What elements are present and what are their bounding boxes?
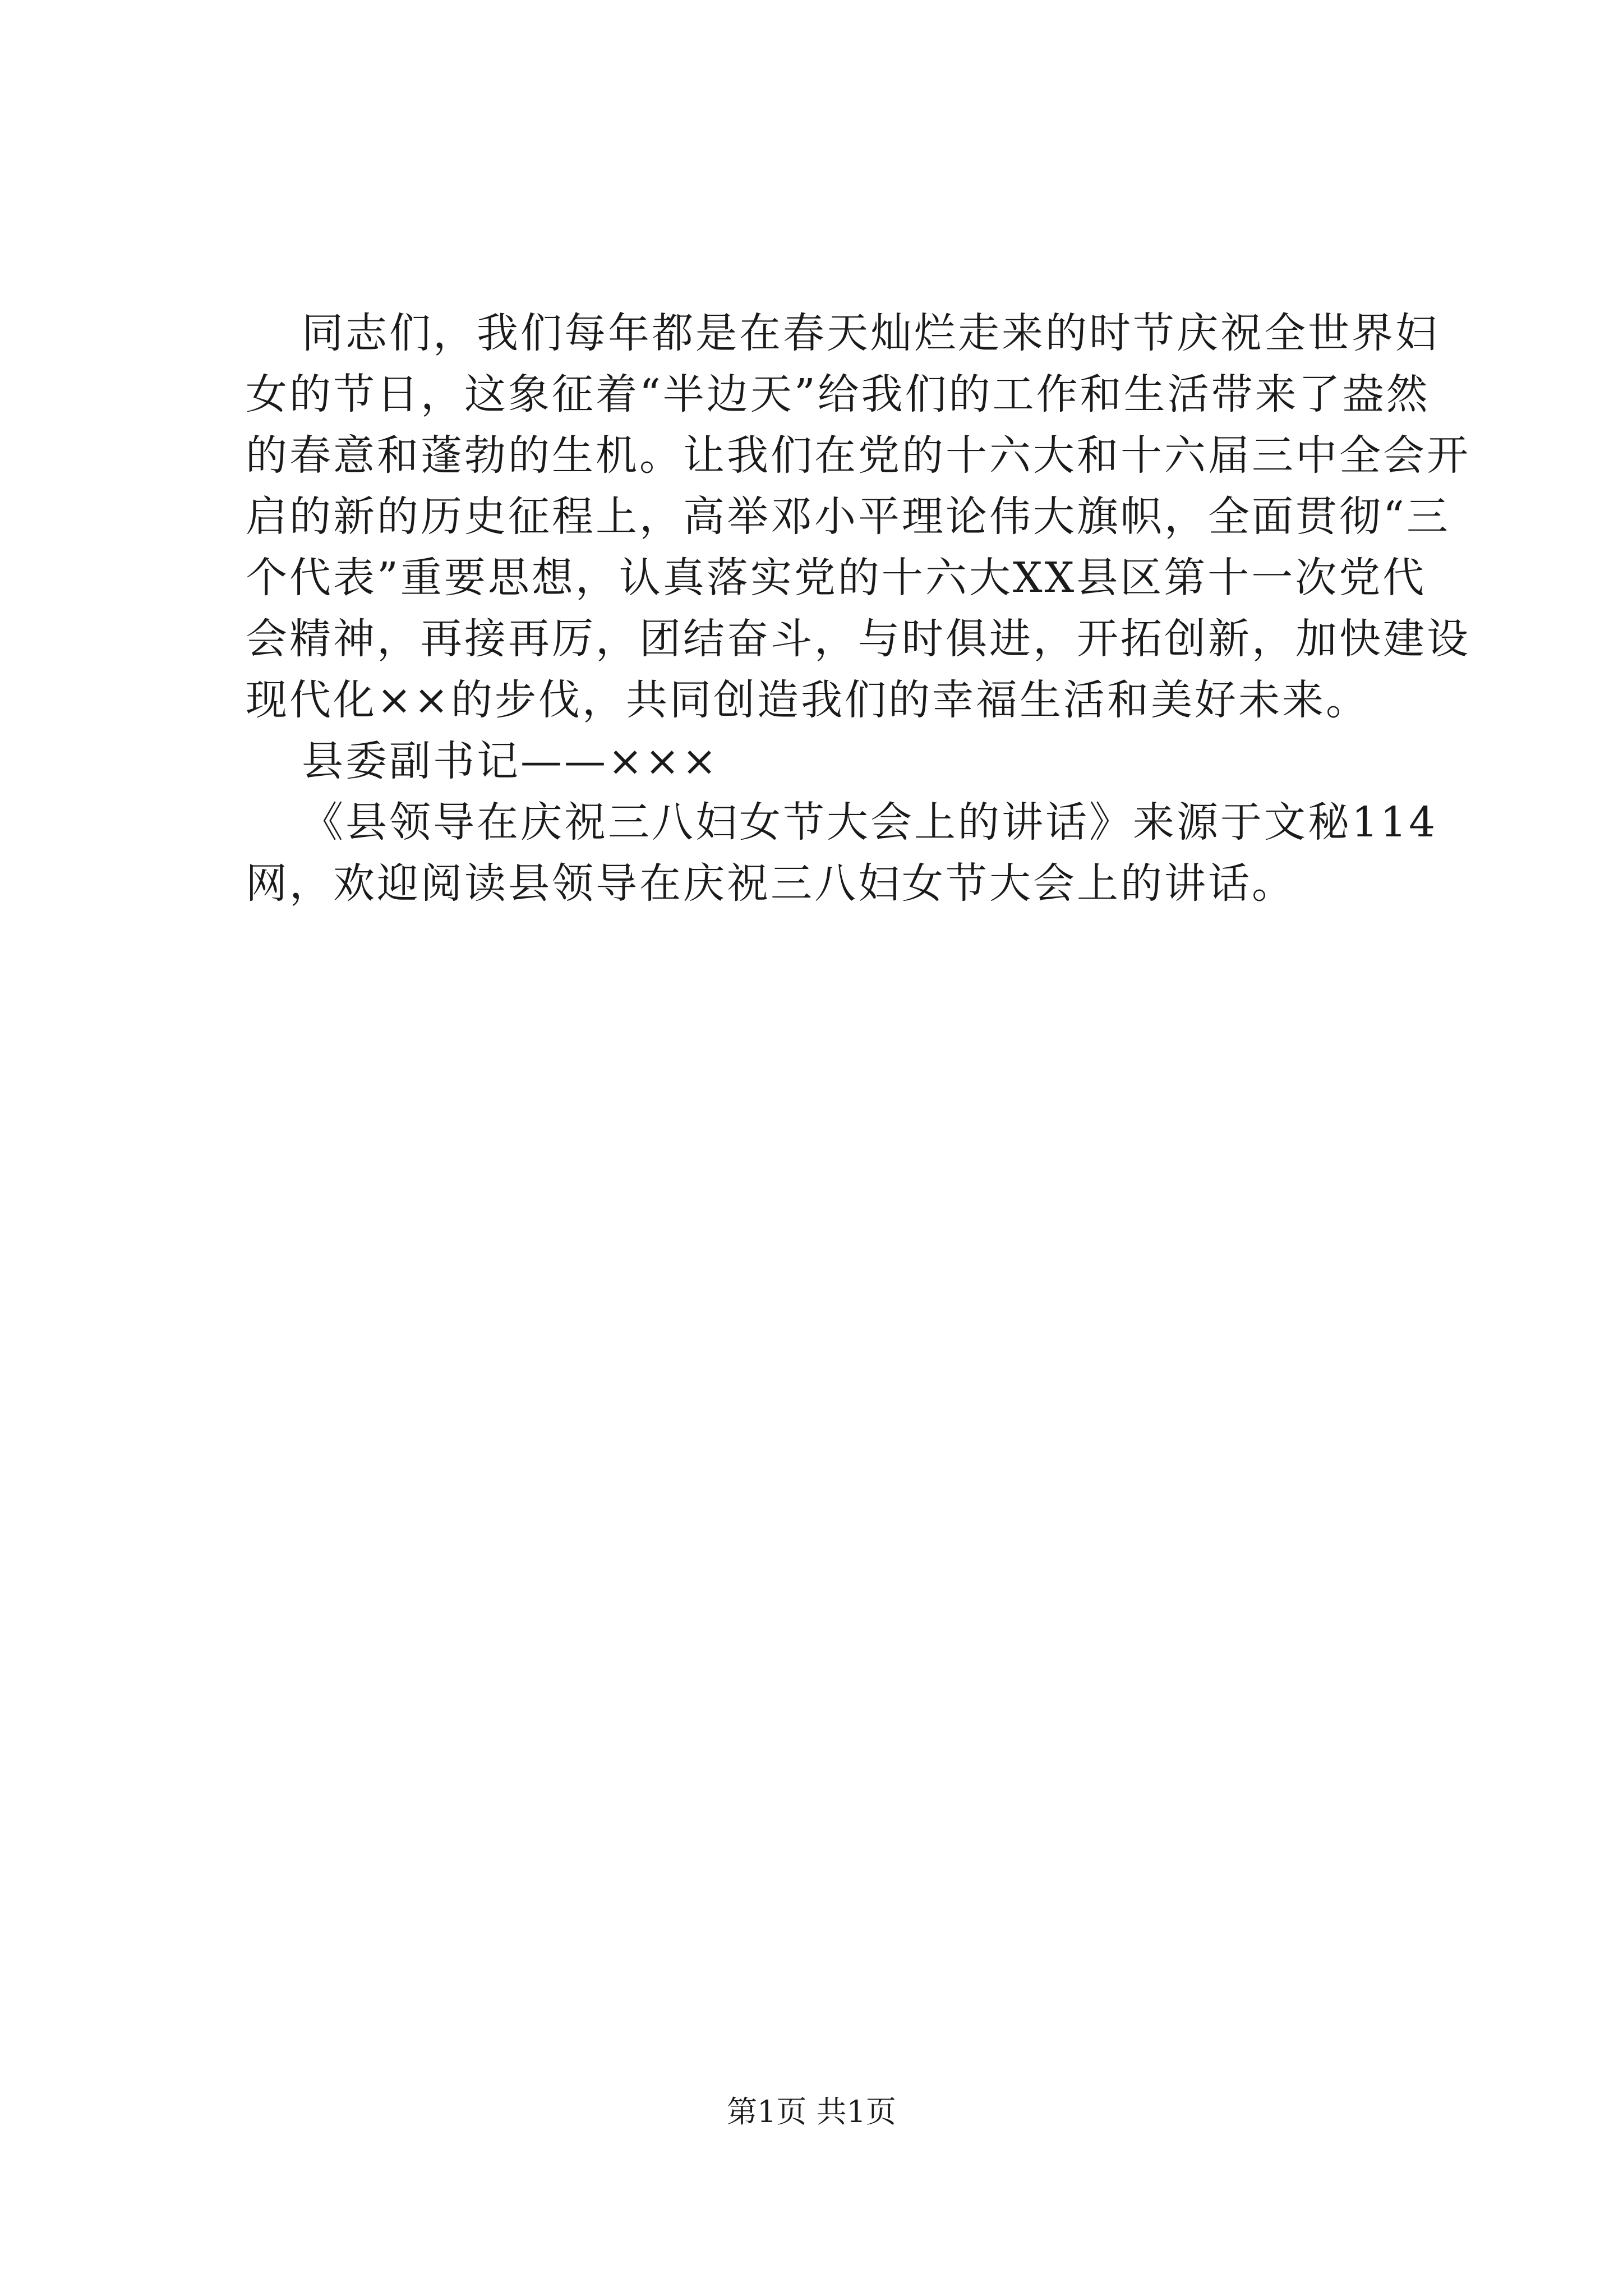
text-line: 网，欢迎阅读县领导在庆祝三八妇女节大会上的讲话。	[246, 859, 1295, 908]
document-body	[246, 303, 1470, 914]
text-line: 女的节日，这象征着“半边天”给我们的工作和生活带来了盎然	[246, 370, 1430, 418]
text-line: 现代化××的步伐，共同创造我们的幸福生活和美好未来。	[246, 676, 1370, 724]
page-footer: 第1页 共1页	[727, 2094, 896, 2129]
signature-line: 县委副书记——×××	[302, 737, 720, 785]
signature-paragraph	[246, 731, 1418, 792]
text-line: 个代表”重要思想，认真落实党的十六大XX县区第十一次党代	[246, 554, 1427, 602]
text-line: 启的新的历史征程上，高举邓小平理论伟大旗帜，全面贯彻“三	[246, 493, 1450, 541]
text-line: 同志们，我们每年都是在春天灿烂走来的时节庆祝全世界妇	[302, 309, 1439, 357]
source-paragraph	[246, 792, 1438, 914]
text-line: 的春意和蓬勃的生机。让我们在党的十六大和十六届三中全会开	[246, 431, 1470, 480]
speech-paragraph	[246, 303, 1470, 731]
text-line: 《县领导在庆祝三八妇女节大会上的讲话》来源于文秘114	[302, 798, 1438, 846]
text-line: 会精神，再接再厉，团结奋斗，与时俱进，开拓创新，加快建设	[246, 615, 1470, 663]
